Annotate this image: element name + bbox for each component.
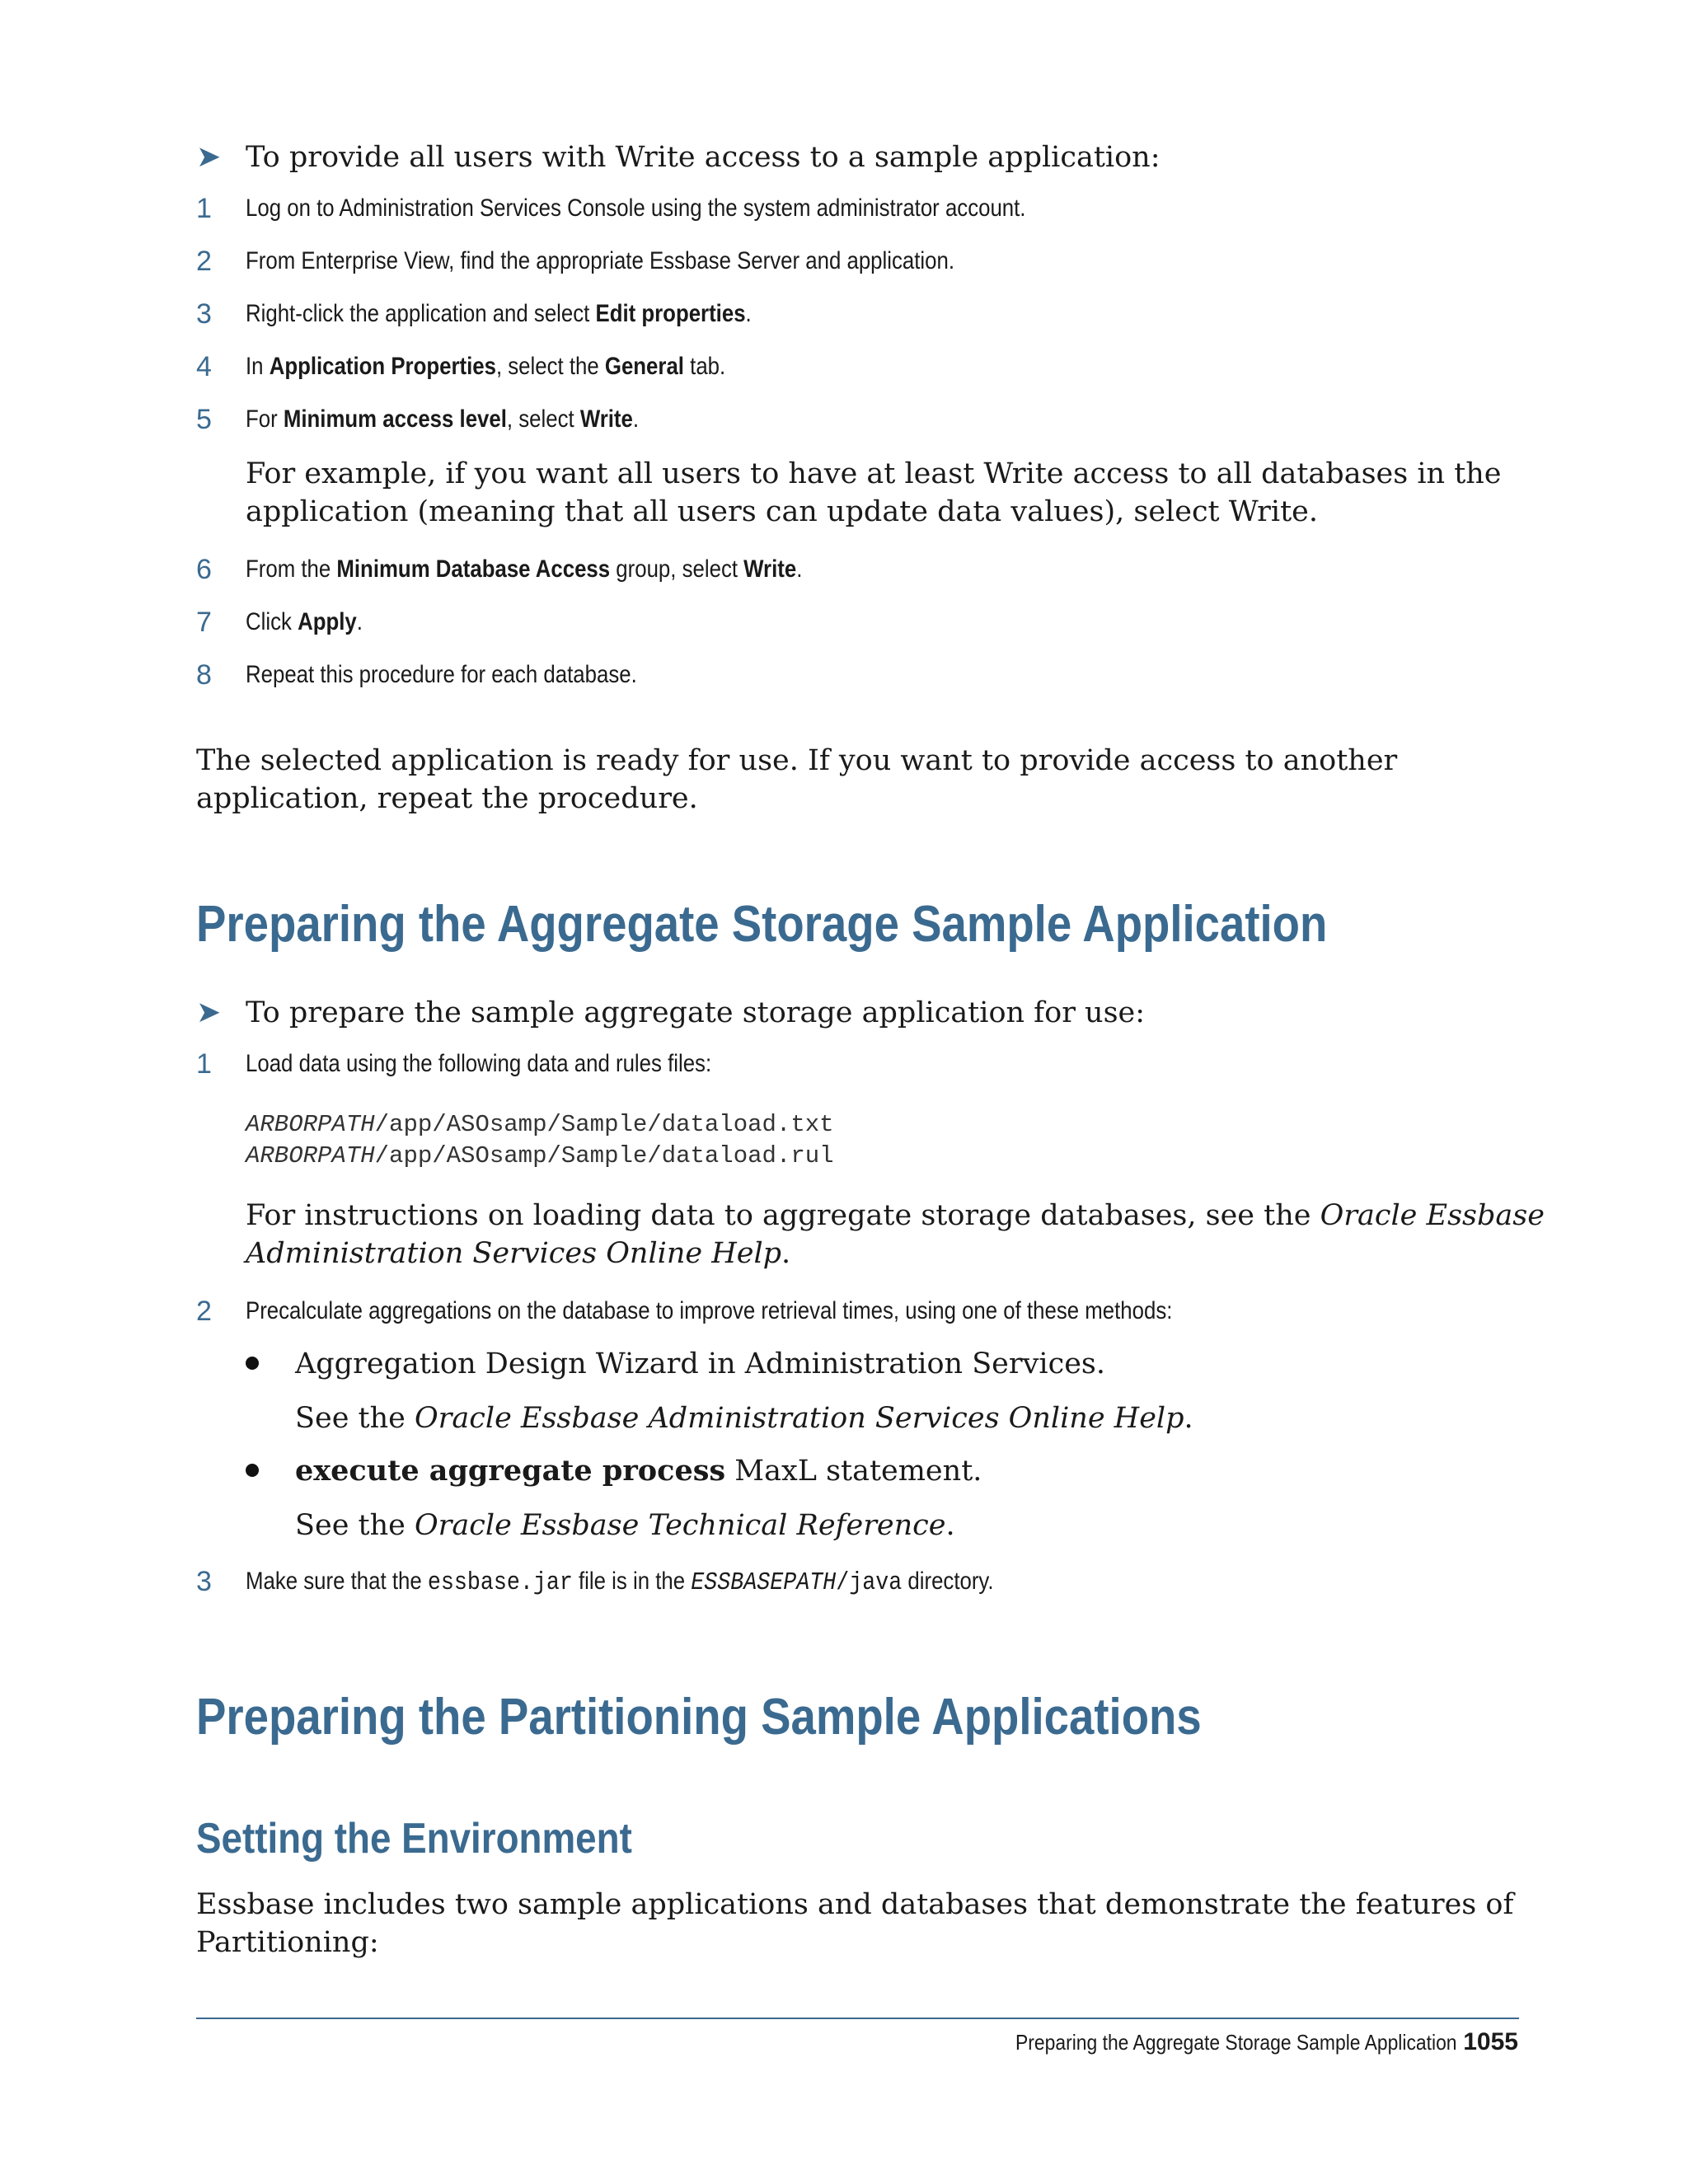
page-number: 1055 <box>1463 2028 1518 2055</box>
arrow-right-icon: ➤ <box>196 996 222 1029</box>
step-text: Click Apply. <box>246 608 363 635</box>
step-explanation: For instructions on loading data to aggregate storage databases, see the Oracle Essbase Administration Services Online Help. <box>246 1199 1545 1270</box>
step-text: Repeat this procedure for each database. <box>246 661 637 688</box>
step-number: 6 <box>196 554 212 585</box>
doc-reference: Oracle Essbase Administration Services Online Help <box>246 1199 1545 1270</box>
step-text: From the Minimum Database Access group, select Write. <box>246 555 803 583</box>
dialog-ref: Application Properties <box>269 353 496 380</box>
doc-reference: Oracle Essbase Technical Reference <box>414 1509 946 1542</box>
body-paragraph: Essbase includes two sample applications and databases that demonstrate the features of Partitioning: <box>196 1888 1514 1959</box>
step-text: In Application Properties, select the General tab. <box>246 353 726 380</box>
step-text: Make sure that the essbase.jar file is in the ESSBASEPATH/java directory. <box>246 1568 994 1597</box>
arrow-right-icon: ➤ <box>196 140 222 174</box>
step-1 <box>196 190 1548 227</box>
step-number: 8 <box>196 659 212 691</box>
bullet-item: execute aggregate process MaxL statement. <box>246 1452 1548 1490</box>
procedure-intro <box>196 138 1548 176</box>
procedure-intro-text: To prepare the sample aggregate storage application for use: <box>246 996 1146 1029</box>
code-block <box>246 1109 1548 1172</box>
step-text: From Enterprise View, find the appropriate Essbase Server and application. <box>246 247 954 274</box>
page-footer <box>955 2026 1518 2059</box>
step-8 <box>196 656 1548 694</box>
step-3 <box>196 295 1548 333</box>
button-ref: Apply <box>298 608 357 635</box>
step-number: 4 <box>196 351 212 382</box>
step-text: Precalculate aggregations on the database to improve retrieval times, using one of these methods: <box>246 1297 1173 1324</box>
subsection-heading: Setting the Environment <box>196 1815 632 1863</box>
doc-reference: Oracle Essbase Administration Services Online Help <box>414 1402 1184 1435</box>
body-paragraph: The selected application is ready for use. If you want to provide access to another application, repeat the procedure. <box>196 744 1398 815</box>
footer-rule <box>196 2018 1519 2019</box>
step-number: 1 <box>196 1048 212 1080</box>
step-text: For Minimum access level, select Write. <box>246 405 640 433</box>
option-ref: Minimum access level <box>283 405 507 433</box>
step-1-body <box>196 1197 1548 1272</box>
step-number: 2 <box>196 246 212 277</box>
footer-title: Preparing the Aggregate Storage Sample Application <box>1015 2030 1457 2055</box>
step-2 <box>196 1292 1548 1330</box>
value-ref: Write <box>579 405 633 433</box>
bullet-note: See the Oracle Essbase Administration Services Online Help. <box>295 1402 1193 1435</box>
step-text: Log on to Administration Services Console using the system administrator account. <box>246 194 1026 222</box>
step-2 <box>196 242 1548 280</box>
step-number: 3 <box>196 1566 212 1597</box>
step-number: 1 <box>196 193 212 224</box>
tab-ref: General <box>604 353 684 380</box>
step-explanation: For example, if you want all users to have at least Write access to all databases in the application (meaning that all users can update data values), select Write. <box>246 457 1502 528</box>
procedure-intro <box>196 994 1548 1032</box>
bullet-icon <box>246 1464 259 1477</box>
page-content <box>196 138 1548 1961</box>
procedure-intro-text: To provide all users with Write access to a sample application: <box>246 141 1160 174</box>
step-number: 7 <box>196 607 212 638</box>
step-number: 3 <box>196 298 212 330</box>
code-line: ARBORPATH/app/ASOsamp/Sample/dataload.rul <box>246 1142 834 1169</box>
bullet-note: See the Oracle Essbase Technical Reference. <box>295 1509 955 1542</box>
step-number: 2 <box>196 1296 212 1327</box>
section-heading: Preparing the Aggregate Storage Sample Application <box>196 896 1328 953</box>
step-4 <box>196 348 1548 386</box>
step-7 <box>196 603 1548 641</box>
step-5 <box>196 401 1548 531</box>
bullet-item: Aggregation Design Wizard in Administration Services. <box>246 1345 1548 1383</box>
step-text: Load data using the following data and rules files: <box>246 1050 712 1077</box>
section-heading: Preparing the Partitioning Sample Applications <box>196 1689 1202 1746</box>
step-1 <box>196 1045 1548 1083</box>
step-3 <box>196 1563 1548 1602</box>
step-text: Right-click the application and select Edit properties. <box>246 300 752 327</box>
path-variable: ESSBASEPATH <box>691 1568 837 1597</box>
value-ref: Write <box>743 555 797 583</box>
menu-item-ref: Edit properties <box>595 300 746 327</box>
file-name: essbase.jar <box>427 1568 573 1597</box>
code-line: ARBORPATH/app/ASOsamp/Sample/dataload.txt <box>246 1111 834 1138</box>
step-6 <box>196 551 1548 588</box>
step-number: 5 <box>196 404 212 435</box>
group-ref: Minimum Database Access <box>336 555 611 583</box>
bullet-icon <box>246 1357 259 1370</box>
